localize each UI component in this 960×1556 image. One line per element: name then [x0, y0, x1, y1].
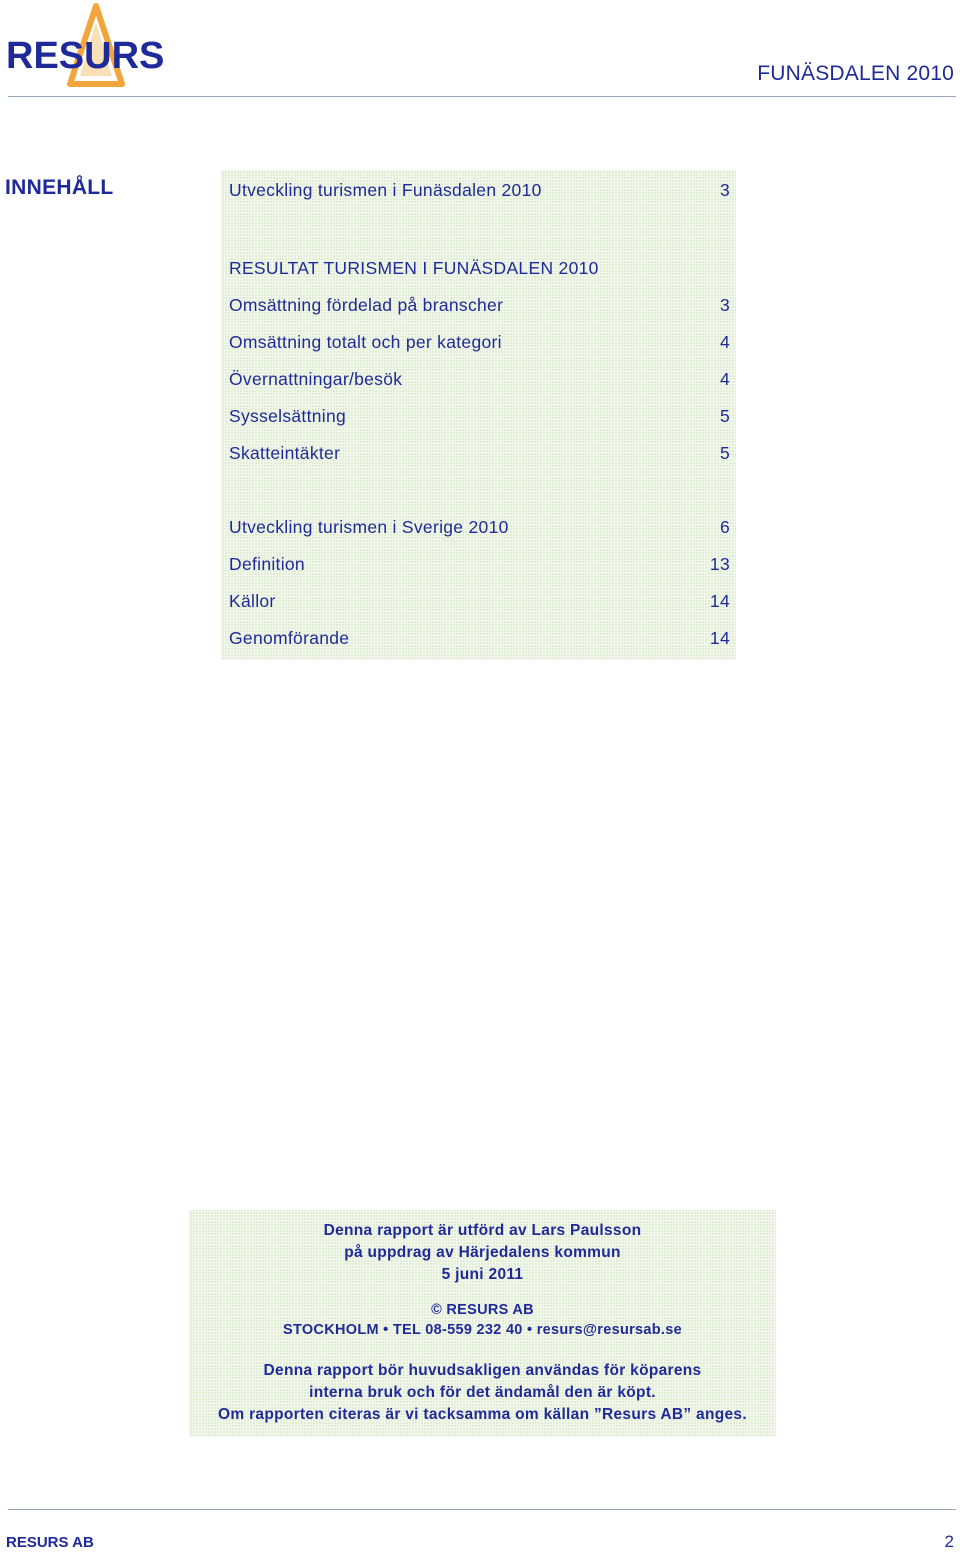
toc-entry-page: 6 [719, 516, 730, 537]
toc-entry-page: 3 [719, 294, 730, 315]
credits-copyright: © RESURS AB [431, 1302, 534, 1318]
toc-entry-label: Definition [229, 553, 305, 574]
logo-triangle-icon [4, 4, 165, 88]
toc-entry[interactable] [229, 551, 730, 577]
toc-entry[interactable] [229, 588, 730, 614]
logo-wordmark: RESURS [6, 35, 165, 77]
toc-entry-page: 4 [719, 368, 730, 389]
toc-box [221, 170, 736, 660]
toc-entry-page: 13 [709, 553, 730, 574]
toc-entry[interactable] [229, 255, 730, 281]
toc-entry-label: Omsättning fördelad på branscher [229, 294, 504, 315]
toc-entry-page: 14 [709, 590, 730, 611]
toc-entry-label: Sysselsättning [229, 405, 347, 426]
toc-entry-page: 14 [709, 627, 730, 648]
toc-entry-label: Genomförande [229, 627, 350, 648]
toc-heading: INNEHÅLL [5, 176, 114, 199]
toc-entry-label: Utveckling turismen i Sverige 2010 [229, 516, 509, 537]
toc-entry-label: Skatteintäkter [229, 442, 341, 463]
resurs-logo [4, 4, 165, 88]
document-title: FUNÄSDALEN 2010 [757, 62, 954, 85]
header-divider [8, 96, 956, 97]
toc-entry[interactable] [229, 177, 730, 203]
toc-entry[interactable] [229, 329, 730, 355]
toc-entry-page: 5 [719, 405, 730, 426]
toc-entry-label: RESULTAT TURISMEN I FUNÄSDALEN 2010 [229, 257, 599, 278]
credits-usage-2: interna bruk och för det ändamål den är köpt. [309, 1384, 656, 1401]
toc-entry-page: 4 [719, 331, 730, 352]
toc-entry[interactable] [229, 403, 730, 429]
credits-contact: STOCKHOLM • TEL 08-559 232 40 • resurs@resursab.se [282, 1322, 682, 1338]
footer-company: RESURS AB [6, 1534, 94, 1551]
credits-box [189, 1210, 776, 1437]
credits-usage-3: Om rapporten citeras är vi tacksamma om källan ”Resurs AB” anges. [218, 1406, 747, 1423]
page-number: 2 [944, 1532, 954, 1551]
toc-entry-page: 3 [719, 179, 730, 200]
toc-entry[interactable] [229, 366, 730, 392]
footer-divider [8, 1509, 956, 1510]
toc-entry-label: Övernattningar/besök [229, 368, 403, 389]
toc-entry-label: Källor [229, 590, 276, 611]
toc-entry[interactable] [229, 625, 730, 651]
credits-commission: på uppdrag av Härjedalens kommun [344, 1244, 621, 1261]
toc-entry[interactable] [229, 514, 730, 540]
credits-author: Denna rapport är utförd av Lars Paulsson [323, 1222, 642, 1239]
toc-entry-label: Utveckling turismen i Funäsdalen 2010 [229, 179, 542, 200]
toc-entry[interactable] [229, 440, 730, 466]
toc-entry[interactable] [229, 292, 730, 318]
credits-usage-1: Denna rapport bör huvudsakligen användas för köparens [263, 1362, 702, 1379]
toc-entry-page: 5 [719, 442, 730, 463]
credits-date: 5 juni 2011 [441, 1266, 524, 1283]
toc-entry-label: Omsättning totalt och per kategori [229, 331, 502, 352]
